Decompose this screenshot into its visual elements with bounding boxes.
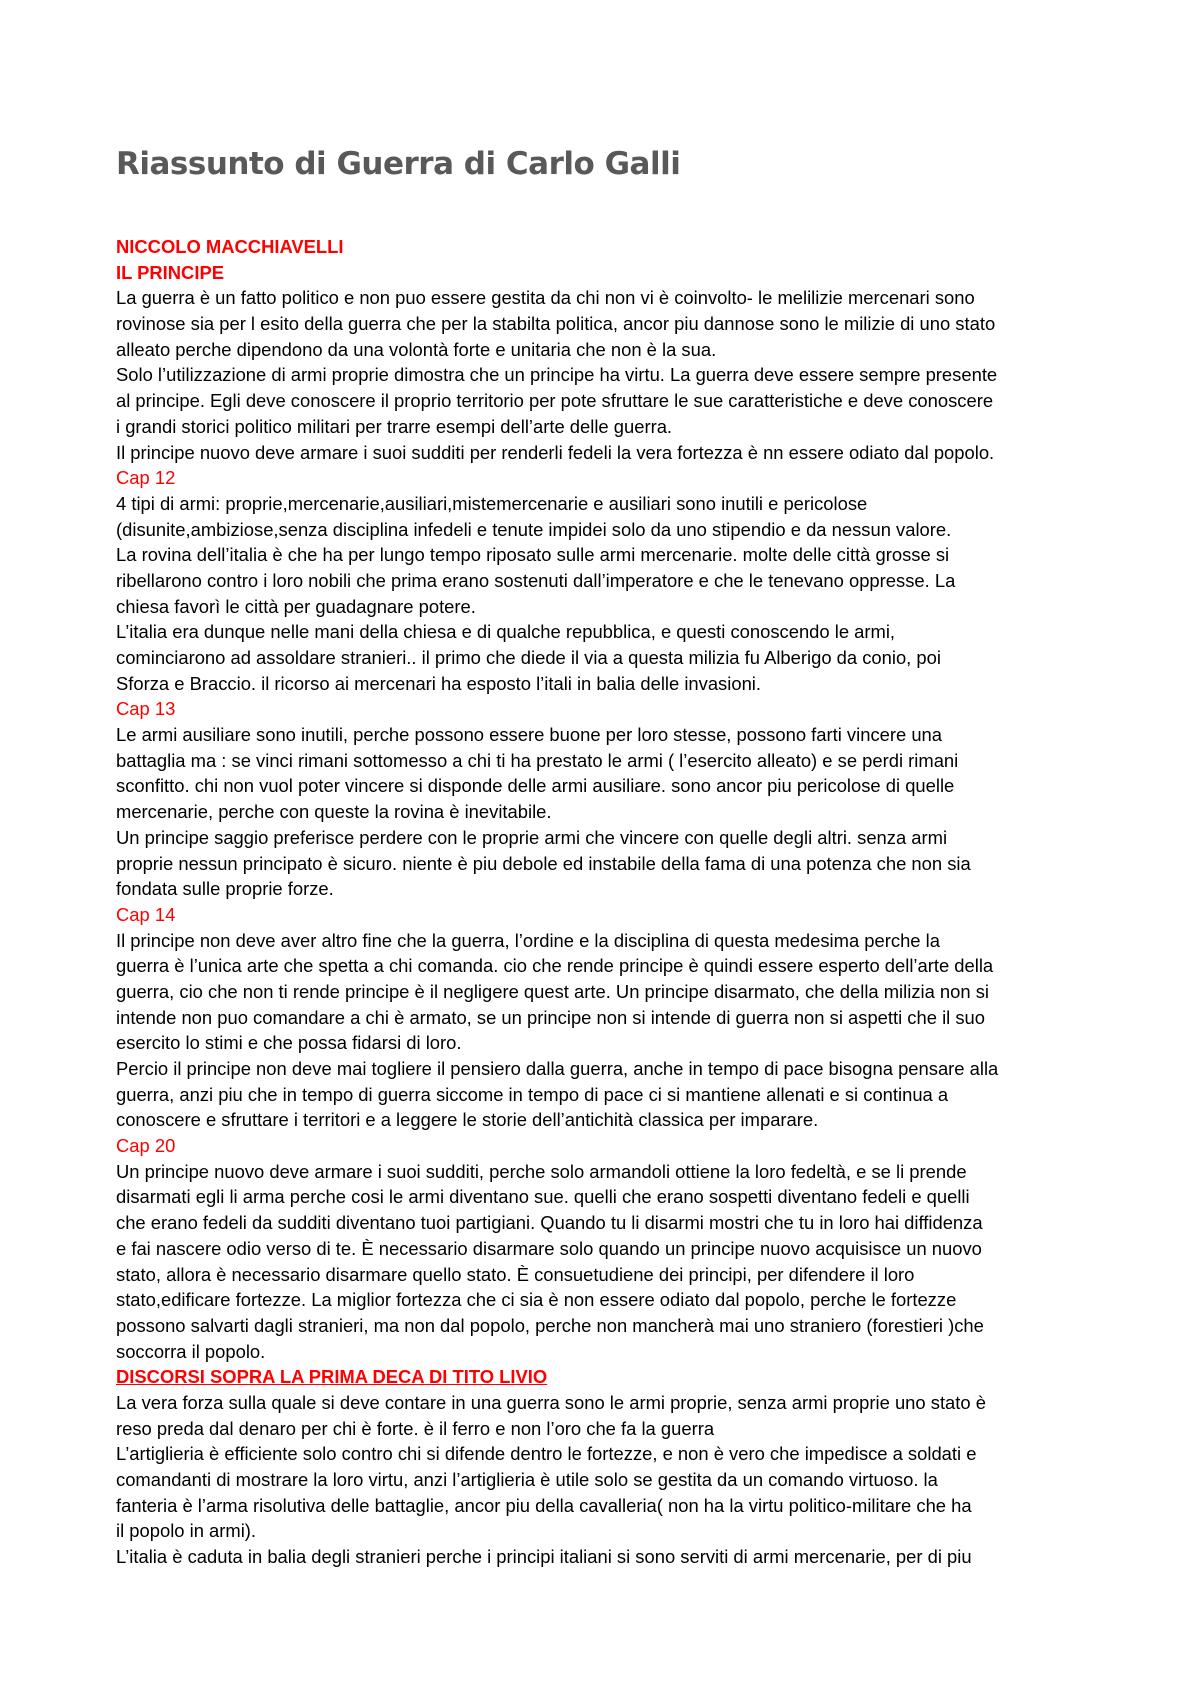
text-line: Un principe saggio preferisce perdere con le proprie armi che vincere con quelle degli altri. senza armi xyxy=(116,826,948,848)
text-line: alleato perche dipendono da una volontà forte e unitaria che non è la sua. xyxy=(116,338,717,360)
text-line: Solo l’utilizzazione di armi proprie dimostra che un principe ha virtu. La guerra deve essere sempre presente xyxy=(116,364,998,386)
text-line: guerra, cio che non ti rende principe è il negligere quest arte. Un principe disarmato, che della milizia non si xyxy=(116,980,990,1002)
text-line: Sforza e Braccio. il ricorso ai mercenari ha esposto l’itali in balia delle invasioni. xyxy=(116,672,761,694)
text-line: fanteria è l’arma risolutiva delle battaglie, ancor piu della cavalleria( non ha la virtu politico-militare che ha xyxy=(116,1494,972,1516)
section-heading: NICCOLO MACCHIAVELLI xyxy=(116,236,344,257)
document-body xyxy=(116,234,1116,1570)
text-line: guerra è l’unica arte che spetta a chi comanda. cio che rende principe è quindi essere esperto dell’arte della xyxy=(116,955,994,977)
text-line: possono salvarti dagli stranieri, ma non dal popolo, perche non mancherà mai uno straniero (forestieri )che xyxy=(116,1314,984,1336)
chapter-label: Cap 14 xyxy=(116,903,176,925)
text-line: Il principe nuovo deve armare i suoi sudditi per renderli fedeli la vera fortezza è nn essere odiato dal popolo. xyxy=(116,441,995,463)
text-line: i grandi storici politico militari per trarre esempi dell’arte delle guerra. xyxy=(116,415,673,437)
chapter-label: Cap 20 xyxy=(116,1135,176,1157)
text-line: reso preda dal denaro per chi è forte. è il ferro e non l’oro che fa la guerra xyxy=(116,1417,715,1439)
text-line: ribellarono contro i loro nobili che prima erano sostenuti dall’imperatore e che le tenevano oppresse. La xyxy=(116,569,956,591)
chapter-label: Cap 12 xyxy=(116,467,176,489)
text-line: al principe. Egli deve conoscere il proprio territorio per pote sfruttare le sue caratteristiche e deve conoscere xyxy=(116,390,994,412)
text-line: (disunite,ambiziose,senza disciplina infedeli e tenute impidei solo da uno stipendio e da nessun valore. xyxy=(116,518,952,540)
text-line: stato, allora è necessario disarmare quello stato. È consuetudiene dei principi, per difendere il loro xyxy=(116,1263,915,1285)
text-line: e fai nascere odio verso di te. È necessario disarmare solo quando un principe nuovo acquisisce un nuovo xyxy=(116,1237,982,1259)
text-line: guerra, anzi piu che in tempo di guerra siccome in tempo di pace ci si mantiene allenati e si continua a xyxy=(116,1083,949,1105)
text-line: stato,edificare fortezze. La miglior fortezza che ci sia è non essere odiato dal popolo, perche le fortezze xyxy=(116,1289,957,1311)
text-line: rovinose sia per l esito della guerra che per la stabilta politica, ancor piu dannose sono le milizie di uno stato xyxy=(116,313,996,335)
text-line: mercenarie, perche con queste la rovina è inevitabile. xyxy=(116,801,552,823)
text-line: che erano fedeli da sudditi diventano tuoi partigiani. Quando tu li disarmi mostri che tu in loro hai diffidenza xyxy=(116,1212,983,1234)
text-line: il popolo in armi). xyxy=(116,1520,257,1542)
text-line: L’italia è caduta in balia degli stranieri perche i principi italiani si sono serviti di armi mercenarie, per di piu xyxy=(116,1546,972,1568)
section-heading: IL PRINCIPE xyxy=(116,261,224,283)
text-line: soccorra il popolo. xyxy=(116,1340,266,1362)
text-line: La vera forza sulla quale si deve contare in una guerra sono le armi proprie, senza armi proprie uno stato è xyxy=(116,1391,986,1413)
text-line: Un principe nuovo deve armare i suoi sudditi, perche solo armandoli ottiene la loro fedeltà, e se li prende xyxy=(116,1160,967,1182)
text-line: comandanti di mostrare la loro virtu, anzi l’artiglieria è utile solo se gestita da un comando virtuoso. la xyxy=(116,1469,938,1490)
document-title: Riassunto di Guerra di Carlo Galli xyxy=(116,146,681,182)
text-line: conoscere e sfruttare i territori e a leggere le storie dell’antichità classica per imparare. xyxy=(116,1109,819,1131)
text-line: sconfitto. chi non vuol poter vincere si disponde delle armi ausiliare. sono ancor piu pericolose di quelle xyxy=(116,775,955,797)
section-heading: DISCORSI SOPRA LA PRIMA DECA DI TITO LIVIO xyxy=(116,1366,548,1388)
text-line: La rovina dell’italia è che ha per lungo tempo riposato sulle armi mercenarie. molte delle città grosse si xyxy=(116,544,950,566)
text-line: La guerra è un fatto politico e non puo essere gestita da chi non vi è coinvolto- le melilizie mercenari sono xyxy=(116,287,975,309)
text-line: Il principe non deve aver altro fine che la guerra, l’ordine e la disciplina di questa medesima perche la xyxy=(116,929,940,951)
text-line: Le armi ausiliare sono inutili, perche possono essere buone per loro stesse, possono farti vincere una xyxy=(116,724,943,746)
text-line: L’artiglieria è efficiente solo contro chi si difende dentro le fortezze, e non è vero che impedisce a soldati e xyxy=(116,1443,977,1465)
text-line: 4 tipi di armi: proprie,mercenarie,ausiliari,mistemercenarie e ausiliari sono inutili e pericolose xyxy=(116,492,868,514)
text-line: fondata sulle proprie forze. xyxy=(116,878,334,900)
text-line: L’italia era dunque nelle mani della chiesa e di qualche repubblica, e questi conoscendo le armi, xyxy=(116,621,896,643)
text-line: cominciarono ad assoldare stranieri.. il primo che diede il via a questa milizia fu Alberigo da conio, poi xyxy=(116,647,941,668)
text-line: proprie nessun principato è sicuro. niente è piu debole ed instabile della fama di una potenza che non sia xyxy=(116,852,971,874)
text-line: battaglia ma : se vinci rimani sottomesso a chi ti ha prestato le armi ( l’esercito alleato) e se perdi rimani xyxy=(116,749,959,771)
text-line: disarmati egli li arma perche cosi le armi diventano sue. quelli che erano sospetti diventano fedeli e quelli xyxy=(116,1186,970,1208)
text-line: intende non puo comandare a chi è armato, se un principe non si intende di guerra non si aspetti che il suo xyxy=(116,1006,986,1028)
chapter-label: Cap 13 xyxy=(116,698,176,720)
text-line: Percio il principe non deve mai togliere il pensiero dalla guerra, anche in tempo di pace bisogna pensare alla xyxy=(116,1058,999,1079)
text-line: esercito lo stimi e che possa fidarsi di loro. xyxy=(116,1032,462,1054)
text-line: chiesa favorì le città per guadagnare potere. xyxy=(116,595,476,617)
